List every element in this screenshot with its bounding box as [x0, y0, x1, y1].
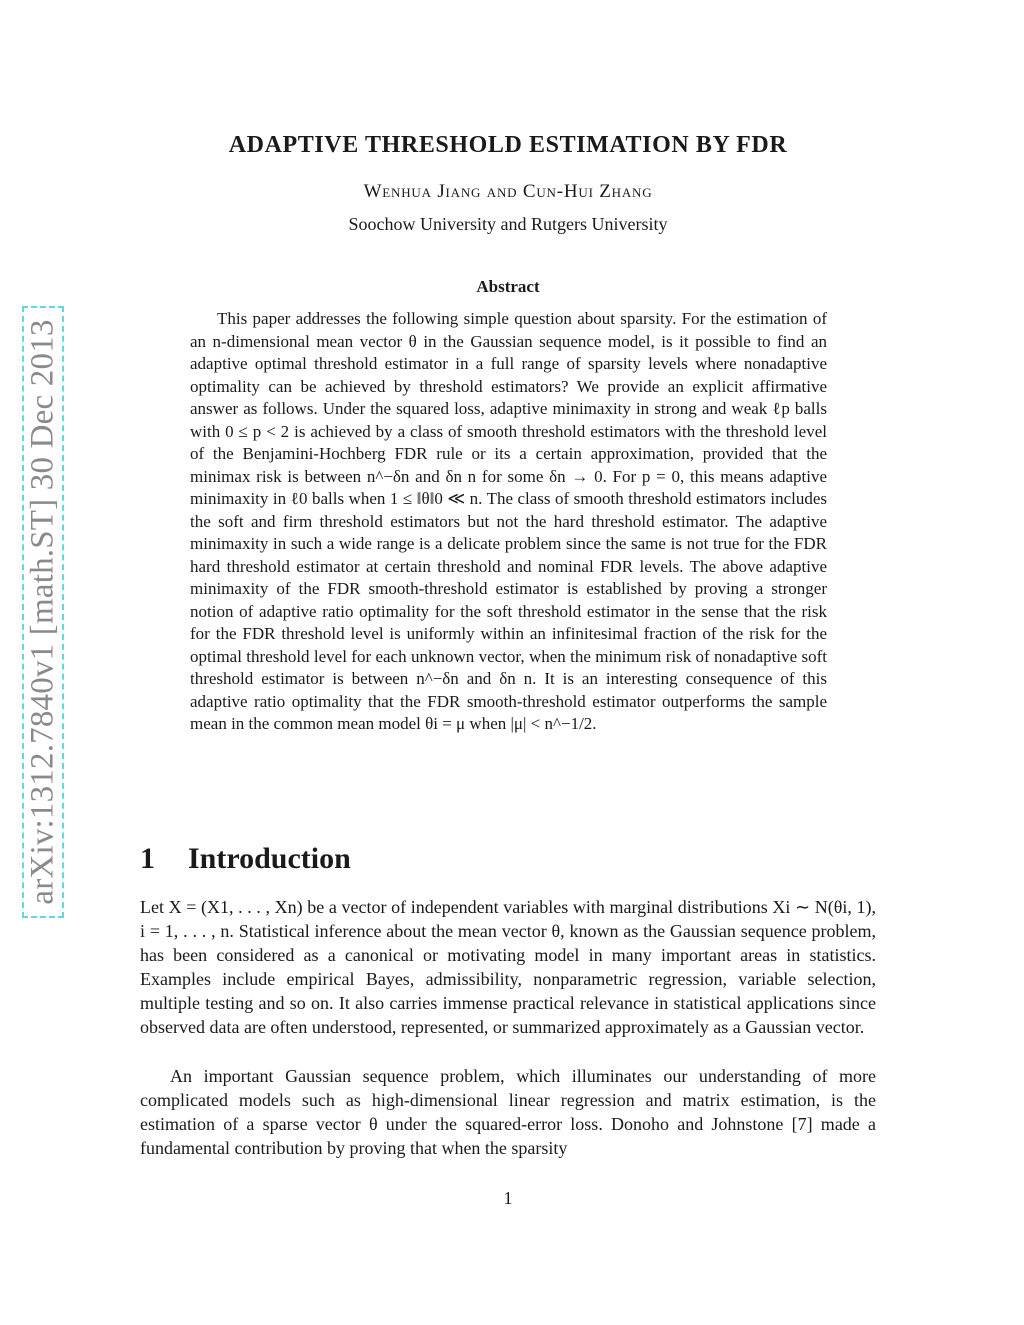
section-number: 1: [140, 842, 155, 875]
paper-authors: Wenhua Jiang and Cun-Hui Zhang: [363, 181, 653, 202]
arxiv-stamp: arXiv:1312.7840v1 [math.ST] 30 Dec 2013: [24, 319, 61, 905]
abstract-text: This paper addresses the following simple question about sparsity. For the estimation of an n-dimensional mean vector θ in the Gaussian sequence model, is it possible to find an adaptive optimal threshold estimator in a full range of sparsity levels where nonadaptive optimality can be achieved by threshold estimators? We provide an explicit affirmative answer as follows. Under the squared loss, adaptive minimaxity in strong and weak ℓp balls with 0 ≤ p < 2 is achieved by a class of smooth threshold estimators with the threshold level of the Benjamini-Hochberg FDR rule or its a certain approximation, provided that the minimax risk is between n^−δn and δn n for some δn → 0. For p = 0, this means adaptive minimaxity in ℓ0 balls when 1 ≤ ‖θ‖0 ≪ n. The class of smooth threshold estimators includes the soft and firm threshold estimators but not the hard threshold estimator. The adaptive minimaxity in such a wide range is a delicate problem since the same is not true for the FDR hard threshold estimator at certain threshold and nominal FDR levels. The above adaptive minimaxity of the FDR smooth-threshold estimator is established by proving a stronger notion of adaptive ratio optimality for the soft threshold estimator in the sense that the risk for the FDR threshold level is uniformly within an infinitesimal fraction of the risk for the optimal threshold level for each unknown vector, when the minimum risk of nonadaptive soft threshold estimator is between n^−δn and δn n. It is an interesting consequence of this adaptive ratio optimality that the FDR smooth-threshold estimator outperforms the sample mean in the common mean model θi = μ when |μ| < n^−1/2.: [190, 309, 827, 733]
page-number: 1: [503, 1188, 513, 1208]
paper-affiliation: Soochow University and Rutgers University: [348, 214, 668, 234]
paper-title: ADAPTIVE THRESHOLD ESTIMATION BY FDR: [228, 132, 788, 158]
intro-paragraph-1: Let X = (X1, . . . , Xn) be a vector of independent variables with marginal distributions Xi ∼ N(θi, 1), i = 1, . . . , n. Statistical inference about the mean vector θ, known as the Gaussian sequence problem, has been considered as a canonical or motivating model in many important areas in statistics. Examples include empirical Bayes, admissibility, nonparametric regression, variable selection, multiple testing and so on. It also carries immense practical relevance in statistical applications since observed data are often understood, represented, or summarized approximately as a Gaussian vector.: [140, 897, 876, 1037]
section-heading: [140, 842, 351, 876]
section-title: Introduction: [188, 842, 351, 875]
abstract-heading: Abstract: [476, 277, 540, 296]
intro-paragraph-2: An important Gaussian sequence problem, which illuminates our understanding of more complicated models such as high-dimensional linear regression and matrix estimation, is the estimation of a sparse vector θ under the squared-error loss. Donoho and Johnstone [7] made a fundamental contribution by proving that when the sparsity: [140, 1066, 876, 1158]
